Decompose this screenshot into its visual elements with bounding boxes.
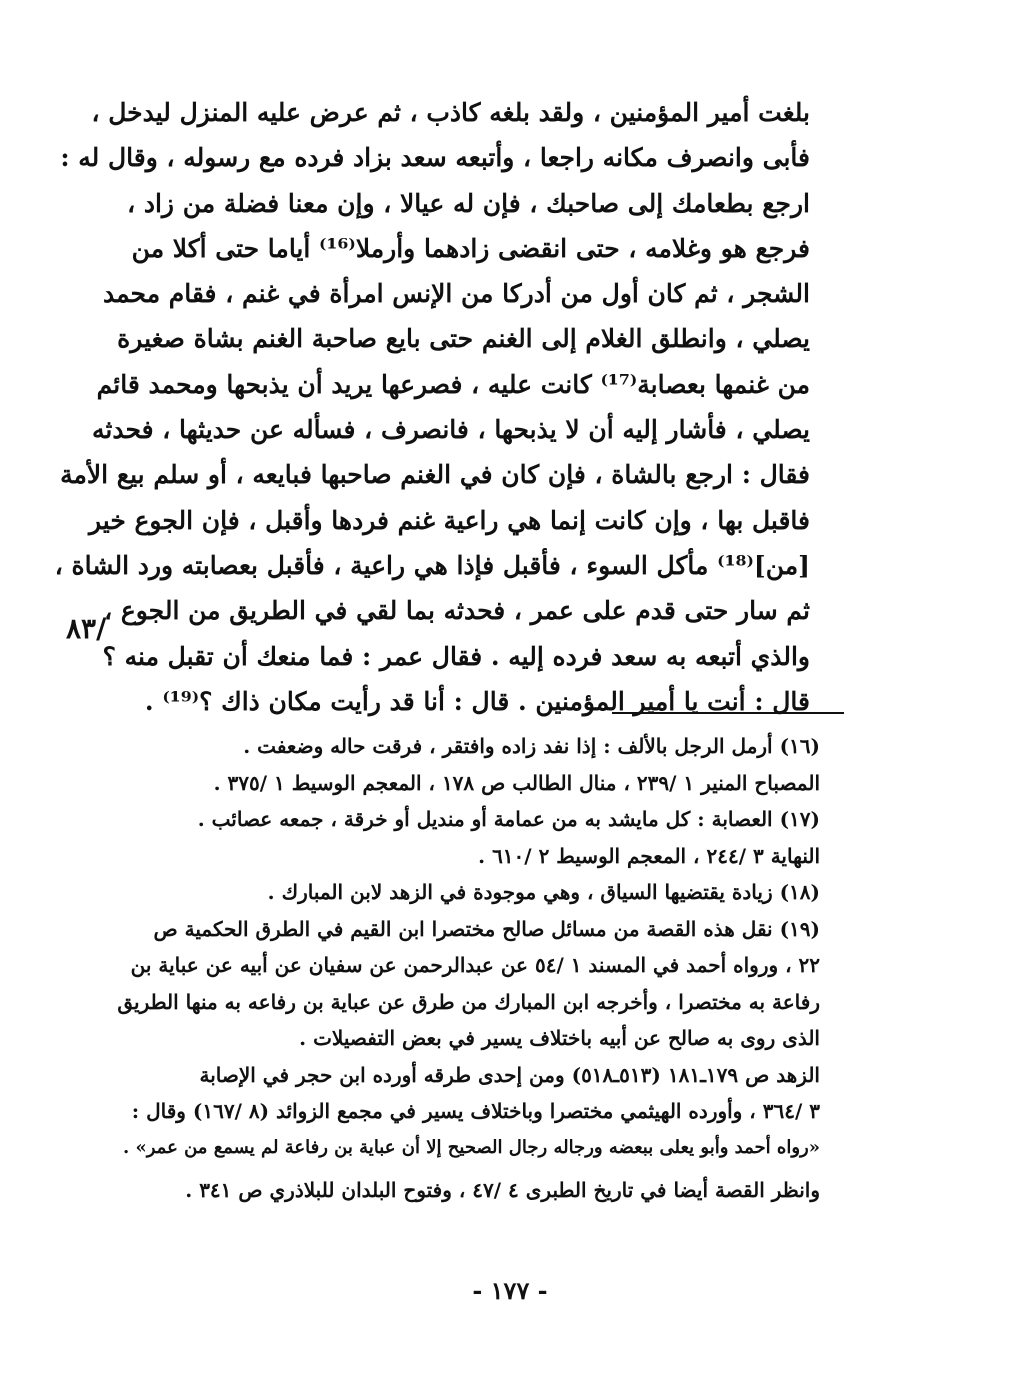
footnote-line: الذى روى به صالح عن أبيه باختلاف يسير في بعض التفصيلات .: [299, 1026, 820, 1050]
footnote-line: (١٩) نقل هذه القصة من مسائل صالح مختصرا ابن القيم في الطرق الحكمية ص: [153, 916, 820, 941]
page-number: - ١٧٧ -: [472, 1276, 548, 1305]
text-line: بلغت أمير المؤمنين ، ولقد بلغه كاذب ، ثم عرض عليه المنزل ليدخل ،: [91, 98, 810, 127]
footnote-line: ٣ /٣٦٤ ، وأورده الهيثمي مختصرا وباختلاف يسير في مجمع الزوائد (٨ /١٦٧) وقال :: [131, 1099, 820, 1123]
text-line: فاقبل بها ، وإن كانت إنما هي راعية غنم فردها وأقبل ، فإن الجوع خير: [89, 505, 810, 535]
text-line: فرجع هو وغلامه ، حتى انقضى زادهما وأرملا⁽¹⁶⁾ أياما حتى أكلا من: [131, 233, 810, 263]
text-line: يصلي ، وانطلق الغلام إلى الغنم حتى بايع صاحبة الغنم بشاة صغيرة: [117, 324, 810, 354]
text-line: ارجع بطعامك إلى صاحبك ، فإن له عيالا ، وإن معنا فضلة من زاد ،: [127, 188, 810, 218]
text-line: [من]⁽¹⁸⁾ مأكل السوء ، فأقبل فإذا هي راعية ، فأقبل بعصابته ورد الشاة ،: [54, 550, 810, 580]
text-line: فقال : ارجع بالشاة ، فإن كان في الغنم صاحبها فبايعه ، أو سلم بيع الأمة: [60, 460, 810, 490]
text-line: ثم سار حتى قدم على عمر ، فحدثه بما لقي في الطريق من الجوع ،: [104, 596, 810, 626]
footnote-quote-line: «رواه أحمد وأبو يعلى ببعضه ورجاله رجال الصحيح إلا أن عباية بن رفاعة لم يسمع من عمر» .: [122, 1136, 820, 1158]
footnote-line: المصباح المنير ١ /٢٣٩ ، منال الطالب ص ١٧٨ ، المعجم الوسيط ١ /٣٧٥ .: [213, 770, 820, 795]
footnote-line: الزهد ص ١٧٩ـ١٨١ (٥١٣ـ٥١٨) ومن إحدى طرقه أورده ابن حجر في الإصابة: [199, 1062, 820, 1087]
footnote-line: النهاية ٣ /٢٤٤ ، المعجم الوسيط ٢ /٦١٠ .: [478, 843, 820, 868]
text-line: من غنمها بعصابة⁽¹⁷⁾ كانت عليه ، فصرعها يريد أن يذبحها ومحمد قائم: [96, 369, 810, 399]
footnotes: [117, 728, 820, 1209]
text-line: والذي أتبعه به سعد فرده إليه . فقال عمر : فما منعك أن تقبل منه ؟: [102, 641, 810, 671]
text-line: قال : أنت يا أمير المؤمنين . قال : أنا قد رأيت مكان ذاك ؟⁽¹⁹⁾ .: [144, 686, 810, 716]
footnote-line: ٢٢ ، ورواه أحمد في المسند ١ /٥٤ عن عبدالرحمن عن سفيان عن أبيه عن عباية بن: [130, 953, 820, 977]
text-line: يصلي ، فأشار إليه أن لا يذبحها ، فانصرف ، فسأله عن حديثها ، فحدثه: [91, 415, 810, 445]
footnote-line: (١٧) العصابة : كل مايشد به من عمامة أو منديل أو خرقة ، جمعه عصائب .: [197, 807, 820, 831]
text-line: فأبى وانصرف مكانه راجعا ، وأتبعه سعد بزاد فرده مع رسوله ، وقال له :: [60, 143, 810, 173]
footnote-separator: [612, 712, 844, 714]
footnote-line: وانظر القصة أيضا في تاريخ الطبرى ٤ /٤٧ ، وفتوح البلدان للبلاذري ص ٣٤١ .: [185, 1178, 820, 1202]
footnote-line: رفاعة به مختصرا ، وأخرجه ابن المبارك من طرق عن عباية بن رفاعه به منها الطريق: [117, 989, 820, 1014]
footnote-line: (١٨) زيادة يقتضيها السياق ، وهي موجودة في الزهد لابن المبارك .: [267, 880, 820, 904]
margin-page-reference: ٨٣/: [66, 612, 107, 645]
footnote-line: (١٦) أرمل الرجل بالألف : إذا نفد زاده وافتقر ، فرقت حاله وضعفت .: [243, 734, 820, 758]
text-line: الشجر ، ثم كان أول من أدركا من الإنس امرأة في غنم ، فقام محمد: [102, 279, 810, 309]
